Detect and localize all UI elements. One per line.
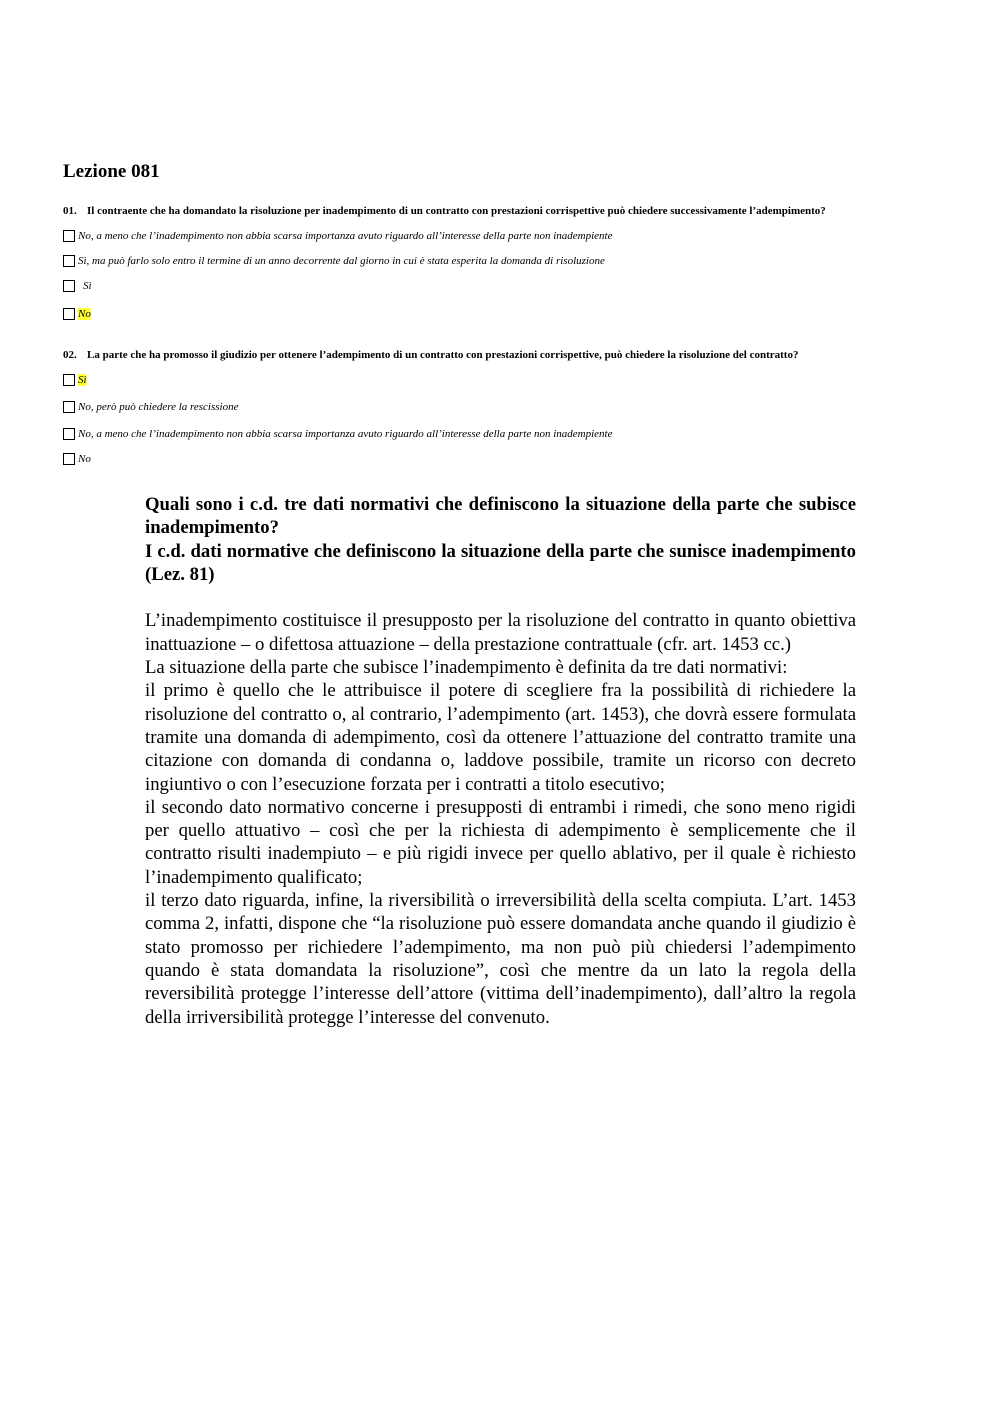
spacer [145,586,856,609]
essay-answer-heading: I c.d. dati normative che definiscono la situazione della parte che sunisce inadempimento (Lez. 81) [145,540,856,585]
answer-option[interactable] [63,280,92,292]
question-number: 01. [63,205,77,217]
option-label: No [78,453,91,465]
checkbox[interactable] [63,374,75,386]
option-label: No, però può chiedere la rescissione [78,401,239,413]
essay-block [145,493,856,1029]
question-number: 02. [63,349,77,361]
checkbox[interactable] [63,308,75,320]
essay-paragraph: il secondo dato normativo concerne i presupposti di entrambi i rimedi, che sono meno rigidi per quello attuativo – così che per la richiesta di adempimento è semplicemente che il contratto risulti inadempiuto – e più rigidi invece per quello ablativo, per il quale è richiesto l’inadempimento qualificato; [145,796,856,888]
option-label: Sì [78,374,87,386]
option-label: Sì, ma può farlo solo entro il termine di un anno decorrente dal giorno in cui è stata esperita la domanda di risoluzione [78,255,605,267]
checkbox[interactable] [63,255,75,267]
answer-option[interactable] [63,428,612,440]
answer-option[interactable] [63,453,91,465]
essay-paragraph: il terzo dato riguarda, infine, la riversibilità o irreversibilità della scelta compiuta. L’art. 1453 comma 2, infatti, dispone che “la risoluzione può essere domandata anche quando il giudizio è stato promosso per richiedere l’adempimento, ma non può più chiedersi l’adempimento quando è stata domandata la risoluzione”, così che mentre da un lato la regola della reversibilità protegge l’interesse dell’attore (vittima dell’inadempimento), dall’altro la regola della irriversibilità protegge l’interesse del convenuto. [145,890,856,1028]
checkbox[interactable] [63,230,75,242]
checkbox[interactable] [63,280,75,292]
essay-question-heading: Quali sono i c.d. tre dati normativi che definiscono la situazione della parte che subisce inadempimento? [145,494,856,539]
option-label: No, a meno che l’inadempimento non abbia scarsa importanza avuto riguardo all’interesse della parte non inadempiente [78,428,613,440]
checkbox[interactable] [63,401,75,413]
essay-paragraph: La situazione della parte che subisce l’inadempimento è definita da tre dati normativi: [145,657,788,679]
checkbox[interactable] [63,428,75,440]
essay-paragraph: il primo è quello che le attribuisce il potere di scegliere fra la possibilità di richiedere la risoluzione del contratto o, al contrario, l’adempimento (art. 1453), che dovrà essere formulata tramite una domanda di adempimento, così da ottenere l’attuazione del contratto tramite una citazione con domanda di condanna o, laddove possibile, tramite un ricorso con decreto ingiuntivo o con l’esecuzione forzata per i contratti a titolo esecutivo; [145,680,856,795]
answer-option[interactable] [63,401,239,413]
answer-option[interactable] [63,255,605,267]
option-label: Sì [83,280,92,292]
question-text: La parte che ha promosso il giudizio per ottenere l’adempimento di un contratto con prestazioni corrispettive, può chiedere la risoluzione del contratto? [87,349,799,361]
lesson-title: Lezione 081 [63,161,160,182]
option-label: No [78,308,91,320]
essay-paragraph: L’inadempimento costituisce il presupposto per la risoluzione del contratto in quanto obiettiva inattuazione – o difettosa attuazione – della prestazione contrattuale (cfr. art. 1453 cc.) [145,610,856,655]
answer-option-highlighted[interactable] [63,374,87,386]
question-02 [63,349,798,361]
answer-option[interactable] [63,230,612,242]
checkbox[interactable] [63,453,75,465]
question-01 [63,205,826,217]
option-label: No, a meno che l’inadempimento non abbia scarsa importanza avuto riguardo all’interesse della parte non inadempiente [78,230,613,242]
question-text: Il contraente che ha domandato la risoluzione per inadempimento di un contratto con prestazioni corrispettive può chiedere successivamente l’adempimento? [87,205,826,217]
answer-option-highlighted[interactable] [63,308,91,320]
